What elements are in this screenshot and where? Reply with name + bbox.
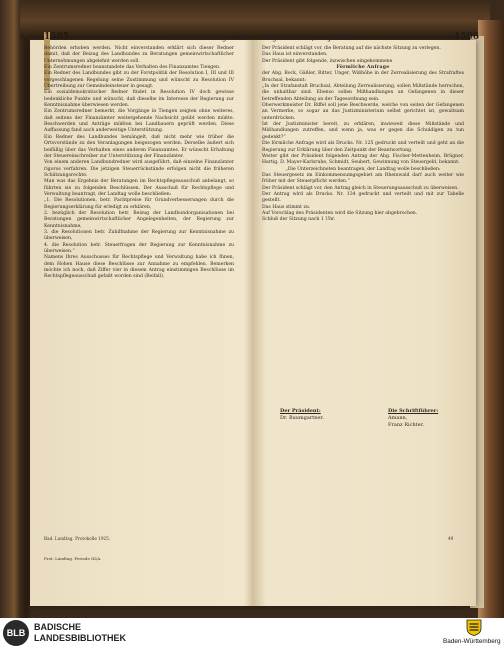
paragraph: Ein Redner des Landbundes bemängelt, daß nicht mehr wie früher die Ortsvorstände zu den Veranlagungen beigezogen werden. Derselbe äußert sich beifällig über das Verhalten eines anderen Finanzamtes. Er wünscht Erhaltung der Steuereinschreiber zur Unterstützung der Finanzämter. xyxy=(44,134,234,159)
resolution-item: 3. die Resolutionen betr. Zuhilfnahme der Regierung zur Kenntnisnahme zu überweisen, xyxy=(44,229,234,242)
signature-name: Franz Richter. xyxy=(388,421,425,428)
paragraph: Weiter gibt der Präsident folgenden Antrag der Abg. Fischer-Mettenheim, Brügner, Hartig, D. Mayer-Karlsruhe, Schmidt, Seubert, Gewinnung von Steuergeld, bekannt: xyxy=(262,153,464,166)
book-cover-top xyxy=(20,0,490,38)
paragraph: Ein Redner des Landbundes gibt zu der Forstpolitik der Resolution I, III und III vorgeschlagenen Regelung seine Zustimmung und wünscht zu Resolution IV Übertreibung zur Gemeindeinsteuer in gesagt. xyxy=(44,71,234,90)
paragraph: Schluß der Sitzung nach 1 Uhr. xyxy=(262,217,336,223)
paragraph: Ein Zentrumsredner bemerkt, die Vorgänge in Tiengen zeigten ohne weiteres, daß seitens der Finanzämter weitergehende Nachsicht geübt werden müßte. Beschwerden und Anträge müßten bei Landbauern geprüft werden. Diese Auffassung fand auch anderweitige Unterstützung. xyxy=(44,109,234,134)
paragraph: Der Antrag wird als Drucks. Nr. 134 gedruckt und verteilt und mit zur Tabelle gestellt. xyxy=(262,191,464,204)
quoted-paragraph: „In der Strafanstalt Bruchsal, Abteilung Zerrealisierung, sollen Mißstände herrschen, die unhaltbar sind. Ebenso sollen Mißhandlungen an Gefangenen in dieser betreffenden Abteilung an der Tagesordnung sein. xyxy=(262,84,464,102)
paragraph: Behörden erhoben werden. Nicht einverstanden erklärt sich dieser Redner damit, daß der Beizug des Landbundes zu Beratungen gemeinwirtschaftlicher Unternehmungen abgelehnt werden soll. xyxy=(44,46,234,64)
quoted-paragraph: Ist der Justizminister bereit, zu erklären, inwieweit diese Mißstände und Mißhandlungen zutreffen, und wenn ja, was er gegen die Schuldigen zu tun gedenkt?“ xyxy=(262,122,464,140)
footer-mark: 49 xyxy=(448,536,454,541)
page-number-left: 1505 xyxy=(44,32,70,42)
resolution-item: 4. die Resolution betr. Steuerfragen der Regierung zur Kenntnisnahme zu überweisen.“ xyxy=(44,242,234,254)
library-footer-bar xyxy=(0,618,504,648)
paragraph: Ein Zentrumsredner beanstandete das Verhalten des Finanzamtes Tiengen. xyxy=(44,65,221,71)
library-name-line: BADISCHE xyxy=(34,622,82,632)
resolution-item: „1. Die Resolutionen, betr. Pachtpreise für Grundverbesserungen durch die Regierungserklärung für erledigt zu erklären, xyxy=(44,198,234,210)
paragraph: Von einem anderen Landbundredner wird ausgeführt, daß einzelne Finanzämter rigoros verfahren. Die jetzigen Steuerrückstände erfolgen nicht die früheren Schätzungsrechte. xyxy=(44,160,234,178)
paragraph: Der Präsident gibt folgende, inzwischen eingekommene xyxy=(262,58,393,64)
quoted-paragraph: Das Steuergesetz im Einkommensumgsgebiet am Rheinwald darf auch weiter wie früher mit der Steuerpflicht werden.“ xyxy=(262,172,464,185)
running-title: Badischer Landtag. — 56. Sitzung. Mittwoch, 17. Juni 1925. xyxy=(164,34,363,42)
right-text-column xyxy=(262,46,464,224)
paragraph: Auf Vorschlag des Präsidenten wird die Sitzung hier abgebrochen. xyxy=(262,210,418,216)
library-name xyxy=(34,622,126,644)
paragraph: Der Präsident schlägt vor, den Antrag gleich in Steuerungsausschuß zu überweisen. xyxy=(262,185,459,191)
footer-note: Bad. Landtag. Protokolle 1925. xyxy=(44,536,111,541)
section-heading: Förmliche Anfrage xyxy=(336,65,390,71)
paragraph: Das Haus stimmt zu. xyxy=(262,204,311,210)
quoted-paragraph: „Die Unterzeichneten beantragen, der Landtag wolle beschließen: xyxy=(285,166,441,172)
paragraph: Ein sozialdemokratischer Redner findet in Resolution IV doch gewisse bedenkliche Punkte und wünscht, daß dieselbe im Interesse der Regierung zur Kenntnisnahme überwiesen werden. xyxy=(44,90,234,109)
quoted-paragraph: Oberwerkmeister Dr. Riffel soll jene Beschwerde, welche von seiten der Gefangenen an Vermerke, so sogar an das Justizministerium selbst gerichtet ist, gewaltsam unterdrücken. xyxy=(262,103,464,121)
signature-secretaries xyxy=(388,408,438,428)
blb-logo: BLB xyxy=(3,620,29,646)
paragraph: der Abg. Bock, Gäßler, Ritter, Unger, Wißhöhe in der Zerrealisierung des Strafraftes Bruchsal, bekannt: xyxy=(262,71,464,83)
paragraph: Der Präsident schlägt vor, die Beratung auf die nächste Sitzung zu verlegen. xyxy=(262,46,441,51)
resolution-item: 2. bezüglich der Resolution betr. Beizug der Landbundorganisationen bei Beratungen gemeinwirtschaftlicher Angelegenheiten, der Regierung zur Kenntnisnahme, xyxy=(44,210,234,229)
signature-title: Der Präsident: xyxy=(280,408,321,414)
paragraph: Man was das Ergebnis der Beratungen im Rechtspflegeausschuß anbelangt, so führten sie zu folgenden Beschlüssen. Der Ausschuß für Rechtspflege und Verwaltung beantragt, der Landtag wolle beschließen: xyxy=(44,179,234,197)
left-text-column xyxy=(44,46,234,281)
state-crest-icon xyxy=(466,619,482,636)
paragraph: Namens Ihres Ausschusses für Rechtspflege und Verwaltung habe ich Ihnen, dem Hohen Hause diese Beschlüsse zur Annahme zu empfehlen. Bemerken möchte ich noch, daß Ziffer vier in diesem Antrag einstimmigen Beschlüsse im Rechtspflegeausschuß gefaßt worden sind (Beifall). xyxy=(44,255,234,280)
signature-name: Amann, xyxy=(388,414,408,421)
signature-president xyxy=(280,408,324,422)
paragraph: Das Haus ist einverstanden. xyxy=(262,52,328,58)
state-label: Baden-Württemberg xyxy=(443,638,501,645)
paragraph: Die förmliche Anfrage wird als Drucks. Nr. 125 gedruckt und verteilt und geht an die Regierung zur Erklärung über den Zeitpunkt der Beantwortung. xyxy=(262,141,464,153)
signature-name: Dr. Baumgartner. xyxy=(280,414,324,421)
fold-note: Prot. Landtag. Periode III/A. xyxy=(44,556,102,561)
signature-title: Die Schriftführer: xyxy=(388,408,439,414)
page-number-right: 1506 xyxy=(454,32,480,42)
library-name-line: LANDESBIBLIOTHEK xyxy=(34,633,126,643)
